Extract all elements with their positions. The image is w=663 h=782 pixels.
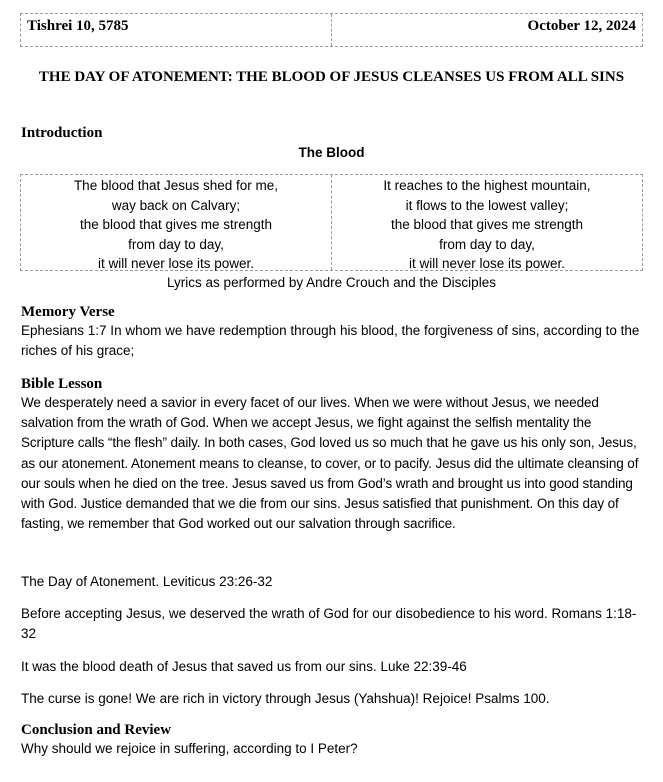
- lesson-point: Before accepting Jesus, we deserved the wrath of God for our disobedience to his word. Romans 1:18-32: [21, 606, 637, 642]
- bible-lesson-body: We desperately need a savior in every facet of our lives. When we were without Jesus, we needed salvation from the wrath of God. When we accept Jesus, we fight against the selfish mentality the Scripture calls “the flesh” daily. In both cases, God loved us so much that he gave us his only son, Jesus, as our atonement. Atonement means to cleanse, to cover, or to pacify. Jesus did the ultimate cleansing of our souls when he died on the tree. Jesus saved us from God’s wrath and brought us into good standing with God. Justice demanded that we die from our sins. Jesus satisfied that punishment. On this day of fasting, we remember that God worked out our salvation through sacrifice.: [21, 395, 639, 532]
- lyric-line: it flows to the lowest valley;: [405, 197, 569, 213]
- lyrics-credit: Lyrics as performed by Andre Crouch and the Disciples: [167, 275, 496, 290]
- hebrew-date: Tishrei 10, 5785: [21, 14, 332, 46]
- conclusion-heading: Conclusion and Review: [21, 722, 172, 738]
- lesson-point: The curse is gone! We are rich in victory through Jesus (Yahshua)! Rejoice! Psalms 100.: [21, 691, 550, 706]
- lyric-line: it will never lose its power.: [97, 256, 255, 271]
- lyric-line: the blood that gives me strength: [79, 217, 273, 232]
- lyric-line: from day to day,: [128, 236, 224, 252]
- lyrics-column-right: [332, 175, 642, 270]
- lyrics-table: [20, 174, 643, 271]
- memory-verse-heading: Memory Verse: [21, 304, 115, 320]
- lyric-line: way back on Calvary;: [111, 197, 241, 213]
- lyrics-column-left: [21, 175, 332, 270]
- lyric-line: it will never lose its power.: [408, 256, 566, 271]
- lesson-title: THE DAY OF ATONEMENT: THE BLOOD OF JESUS CLEANSES US FROM ALL SINS: [38, 69, 625, 85]
- memory-verse-text: Ephesians 1:7 In whom we have redemption through his blood, the forgiveness of sins, according to the riches of his grace;: [21, 323, 640, 359]
- gregorian-date: October 12, 2024: [527, 18, 636, 34]
- lesson-point: It was the blood death of Jesus that saved us from our sins. Luke 22:39-46: [21, 659, 467, 674]
- date-header-table: [20, 13, 643, 47]
- lyric-line: the blood that gives me strength: [390, 217, 584, 232]
- lesson-point: The Day of Atonement. Leviticus 23:26-32: [21, 574, 273, 589]
- bible-lesson-heading: Bible Lesson: [21, 376, 103, 392]
- introduction-heading: Introduction: [21, 125, 103, 141]
- lyric-line: The blood that Jesus shed for me,: [73, 178, 279, 193]
- conclusion-question: Why should we rejoice in suffering, according to I Peter?: [21, 741, 358, 756]
- lyric-line: from day to day,: [439, 236, 535, 252]
- lyric-line: It reaches to the highest mountain,: [383, 178, 591, 193]
- song-title: The Blood: [298, 145, 365, 160]
